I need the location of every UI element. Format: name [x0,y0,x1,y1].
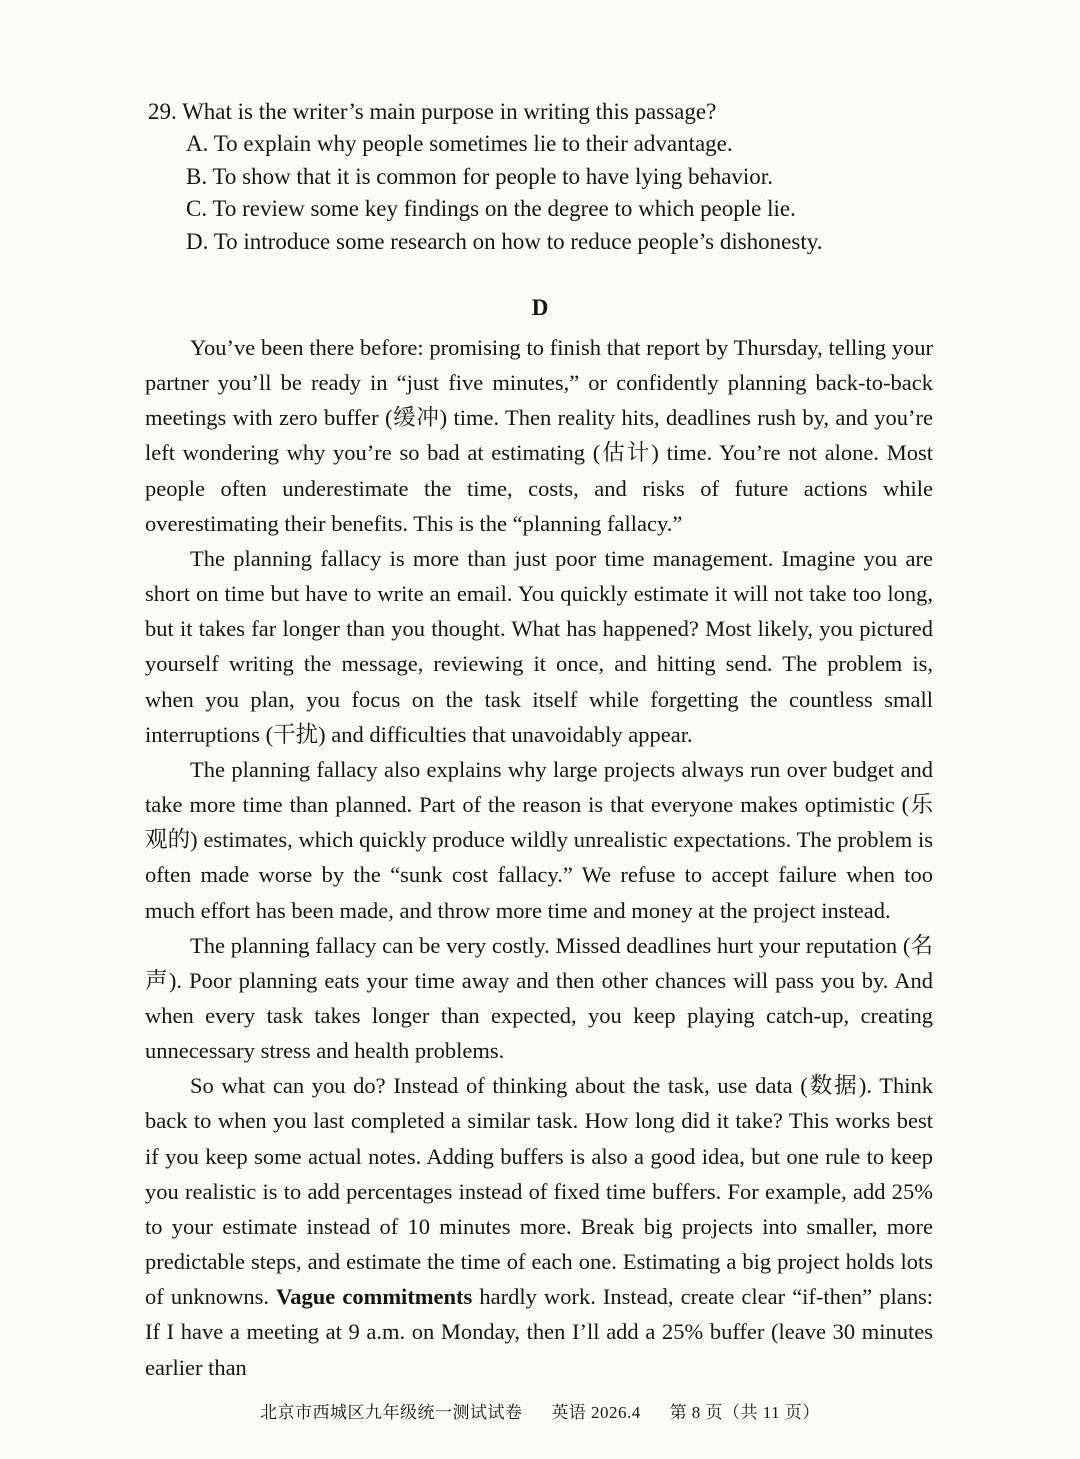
paragraph: The planning fallacy can be very costly. Missed deadlines hurt your reputation (名声). Poor planning eats your time away and then other chances will pass you by. And when every task takes longer than expected, you keep playing catch-up, creating unnecessary stress and health problems. [145,932,933,1064]
answer-options [148,128,948,258]
page-footer [0,1398,1080,1423]
subject-date: 英语 2026.4 [551,1403,641,1422]
paragraph: The planning fallacy also explains why large projects always run over budget and take more time than planned. Part of the reason is that everyone makes optimistic (乐观的) estimates, which quickly produce wildly unrealistic expectations. The problem is often made worse by the “sunk cost fallacy.” We refuse to accept failure when too much effort has been made, and throw more time and money at the project instead. [145,756,933,923]
option-a: A. To explain why people sometimes lie to their advantage. [186,131,733,156]
reading-passage [145,330,933,1385]
option-b: B. To show that it is common for people to have lying behavior. [186,163,773,189]
exam-title: 北京市西城区九年级统一测试试卷 [260,1403,523,1422]
page-number: 第 8 页（共 11 页） [669,1403,820,1422]
paragraph-last [145,1068,933,1384]
section-heading: D [531,295,549,320]
option-c: C. To review some key findings on the degree to which people lie. [186,196,796,221]
paragraph-text: hardly work. Instead, create clear “if-then” plans: If I have a meeting at 9 a.m. on Monday, then I’ll add a 25% buffer (leave 30 minutes earlier than [145,1284,933,1380]
paragraph: The planning fallacy is more than just poor time management. Imagine you are short on time but have to write an email. You quickly estimate it will not take too long, but it takes far longer than you thought. What has happened? Most likely, you pictured yourself writing the message, reviewing it once, and hitting send. The problem is, when you plan, you focus on the task itself while forgetting the countless small interruptions (干扰) and difficulties that unavoidably appear. [145,545,933,747]
question-29 [148,96,948,258]
paragraph-text: So what can you do? Instead of thinking about the task, use data (数据). Think back to when you last completed a similar task. How long did it take? This works best if you keep some actual notes. Adding buffers is also a good idea, but one rule to keep you realistic is to add percentages instead of fixed time buffers. For example, add 25% to your estimate instead of 10 minutes more. Break big projects into smaller, more predictable steps, and estimate the time of each one. Estimating a big project holds lots of unknowns. [145,1073,933,1310]
bold-term: Vague commitments [276,1284,473,1310]
paragraph: You’ve been there before: promising to finish that report by Thursday, telling your partner you’ll be ready in “just five minutes,” or confidently planning back-to-back meetings with zero buffer (缓冲) time. Then reality hits, deadlines rush by, and you’re left wondering why you’re so bad at estimating (估计) time. You’re not alone. Most people often underestimate the time, costs, and risks of future actions while overestimating their benefits. This is the “planning fallacy.” [145,335,933,536]
option-d: D. To introduce some research on how to reduce people’s dishonesty. [186,228,823,254]
question-stem: 29. What is the writer’s main purpose in writing this passage? [148,99,717,124]
